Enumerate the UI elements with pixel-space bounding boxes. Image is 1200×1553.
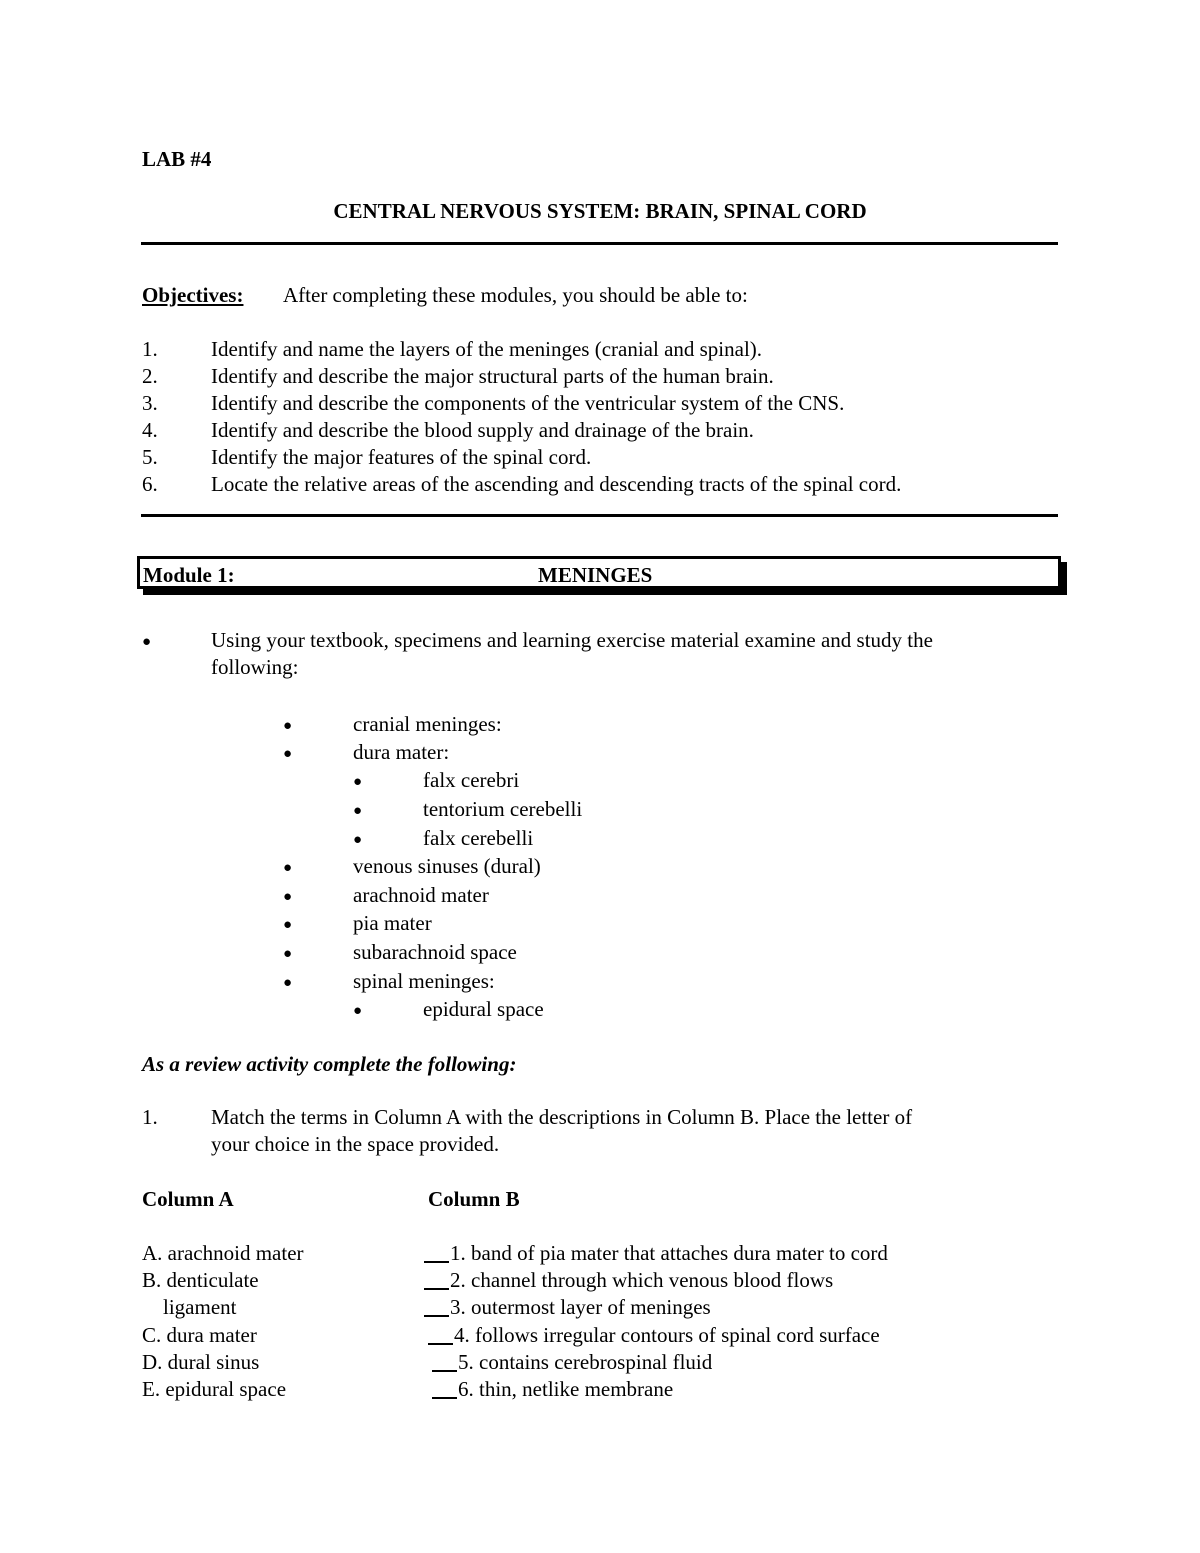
- objective-number: 2.: [142, 364, 158, 388]
- column-a-term: A. arachnoid mater: [142, 1241, 304, 1265]
- bullet-icon: ●: [283, 746, 293, 762]
- objective-number: 1.: [142, 337, 158, 361]
- page-title: CENTRAL NERVOUS SYSTEM: BRAIN, SPINAL CORD: [333, 199, 867, 223]
- study-item-text: subarachnoid space: [353, 940, 517, 964]
- module-header-box: [137, 556, 1061, 589]
- answer-blank[interactable]: [424, 1315, 449, 1317]
- study-instruction-line2: following:: [211, 655, 299, 679]
- module-title: MENINGES: [538, 563, 653, 587]
- objective-number: 5.: [142, 445, 158, 469]
- column-b-description: 5. contains cerebrospinal fluid: [458, 1350, 713, 1374]
- study-item: [0, 971, 1200, 995]
- objective-item: [0, 420, 1200, 446]
- study-instruction: [0, 630, 1200, 654]
- answer-blank[interactable]: [432, 1370, 457, 1372]
- matching-row: [0, 1270, 1200, 1296]
- objective-text: Locate the relative areas of the ascending and descending tracts of the spinal cord.: [211, 472, 902, 496]
- study-item: [0, 999, 1200, 1023]
- objective-item: [0, 474, 1200, 500]
- objective-text: Identify the major features of the spinal cord.: [211, 445, 592, 469]
- matching-row: [0, 1352, 1200, 1378]
- matching-row: [0, 1379, 1200, 1405]
- study-item-text: dura mater:: [353, 740, 450, 764]
- column-a-term: C. dura mater: [142, 1323, 257, 1347]
- column-a-header: Column A: [142, 1187, 234, 1211]
- objective-number: 3.: [142, 391, 158, 415]
- column-a-term: B. denticulate: [142, 1268, 259, 1292]
- study-item-text: pia mater: [353, 911, 432, 935]
- bullet-icon: ●: [283, 718, 293, 734]
- study-item: [0, 913, 1200, 937]
- matching-row: [0, 1297, 1200, 1323]
- study-instruction-line1: Using your textbook, specimens and learning exercise material examine and study the: [211, 628, 933, 652]
- objective-number: 4.: [142, 418, 158, 442]
- bullet-icon: ●: [283, 917, 293, 933]
- objective-item: [0, 339, 1200, 365]
- column-b-header: Column B: [428, 1187, 520, 1211]
- objective-text: Identify and describe the blood supply and drainage of the brain.: [211, 418, 754, 442]
- objective-item: [0, 393, 1200, 419]
- study-item-text: tentorium cerebelli: [423, 797, 583, 821]
- bullet-icon: ●: [353, 803, 363, 819]
- answer-blank[interactable]: [428, 1343, 453, 1345]
- answer-blank[interactable]: [424, 1288, 449, 1290]
- lab-number: LAB #4: [142, 147, 212, 171]
- bullet-icon: ●: [353, 1003, 363, 1019]
- objective-item: [0, 447, 1200, 473]
- study-item: [0, 885, 1200, 909]
- objectives-label: Objectives:: [142, 283, 244, 307]
- objective-number: 6.: [142, 472, 158, 496]
- title-divider: [141, 242, 1058, 245]
- study-item: [0, 770, 1200, 794]
- bullet-icon: ●: [283, 889, 293, 905]
- objective-item: [0, 366, 1200, 392]
- study-item: [0, 799, 1200, 823]
- column-a-term: D. dural sinus: [142, 1350, 260, 1374]
- matching-row: [0, 1325, 1200, 1351]
- objective-text: Identify and name the layers of the meninges (cranial and spinal).: [211, 337, 763, 361]
- bullet-icon: ●: [142, 634, 152, 650]
- module-label: Module 1:: [143, 563, 235, 587]
- answer-blank[interactable]: [424, 1261, 449, 1263]
- question-text-line2: your choice in the space provided.: [211, 1132, 500, 1156]
- bullet-icon: ●: [283, 860, 293, 876]
- bullet-icon: ●: [283, 975, 293, 991]
- objectives-intro: After completing these modules, you should be able to:: [283, 283, 748, 307]
- study-item-text: arachnoid mater: [353, 883, 489, 907]
- study-item: [0, 828, 1200, 852]
- study-item-text: epidural space: [423, 997, 544, 1021]
- question-number: 1.: [142, 1105, 158, 1129]
- study-item-text: falx cerebelli: [423, 826, 534, 850]
- matching-row: [0, 1243, 1200, 1269]
- study-item: [0, 714, 1200, 738]
- study-item-text: falx cerebri: [423, 768, 520, 792]
- column-b-description: 1. band of pia mater that attaches dura mater to cord: [450, 1241, 888, 1265]
- column-a-term: ligament: [142, 1295, 237, 1319]
- study-item-text: venous sinuses (dural): [353, 854, 541, 878]
- objective-text: Identify and describe the major structural parts of the human brain.: [211, 364, 774, 388]
- bullet-icon: ●: [283, 946, 293, 962]
- column-b-description: 6. thin, netlike membrane: [458, 1377, 674, 1401]
- bullet-icon: ●: [353, 832, 363, 848]
- study-item: [0, 942, 1200, 966]
- column-b-description: 2. channel through which venous blood flows: [450, 1268, 834, 1292]
- column-b-description: 3. outermost layer of meninges: [450, 1295, 711, 1319]
- bullet-icon: ●: [353, 774, 363, 790]
- objective-text: Identify and describe the components of the ventricular system of the CNS.: [211, 391, 845, 415]
- question-text-line1: Match the terms in Column A with the descriptions in Column B. Place the letter of: [211, 1105, 913, 1129]
- answer-blank[interactable]: [432, 1397, 457, 1399]
- objectives-divider: [141, 514, 1058, 517]
- column-a-term: E. epidural space: [142, 1377, 287, 1401]
- study-item-text: spinal meninges:: [353, 969, 495, 993]
- study-item: [0, 856, 1200, 880]
- study-item: [0, 742, 1200, 766]
- study-item-text: cranial meninges:: [353, 712, 502, 736]
- column-b-description: 4. follows irregular contours of spinal cord surface: [454, 1323, 880, 1347]
- review-heading: As a review activity complete the following:: [142, 1052, 517, 1076]
